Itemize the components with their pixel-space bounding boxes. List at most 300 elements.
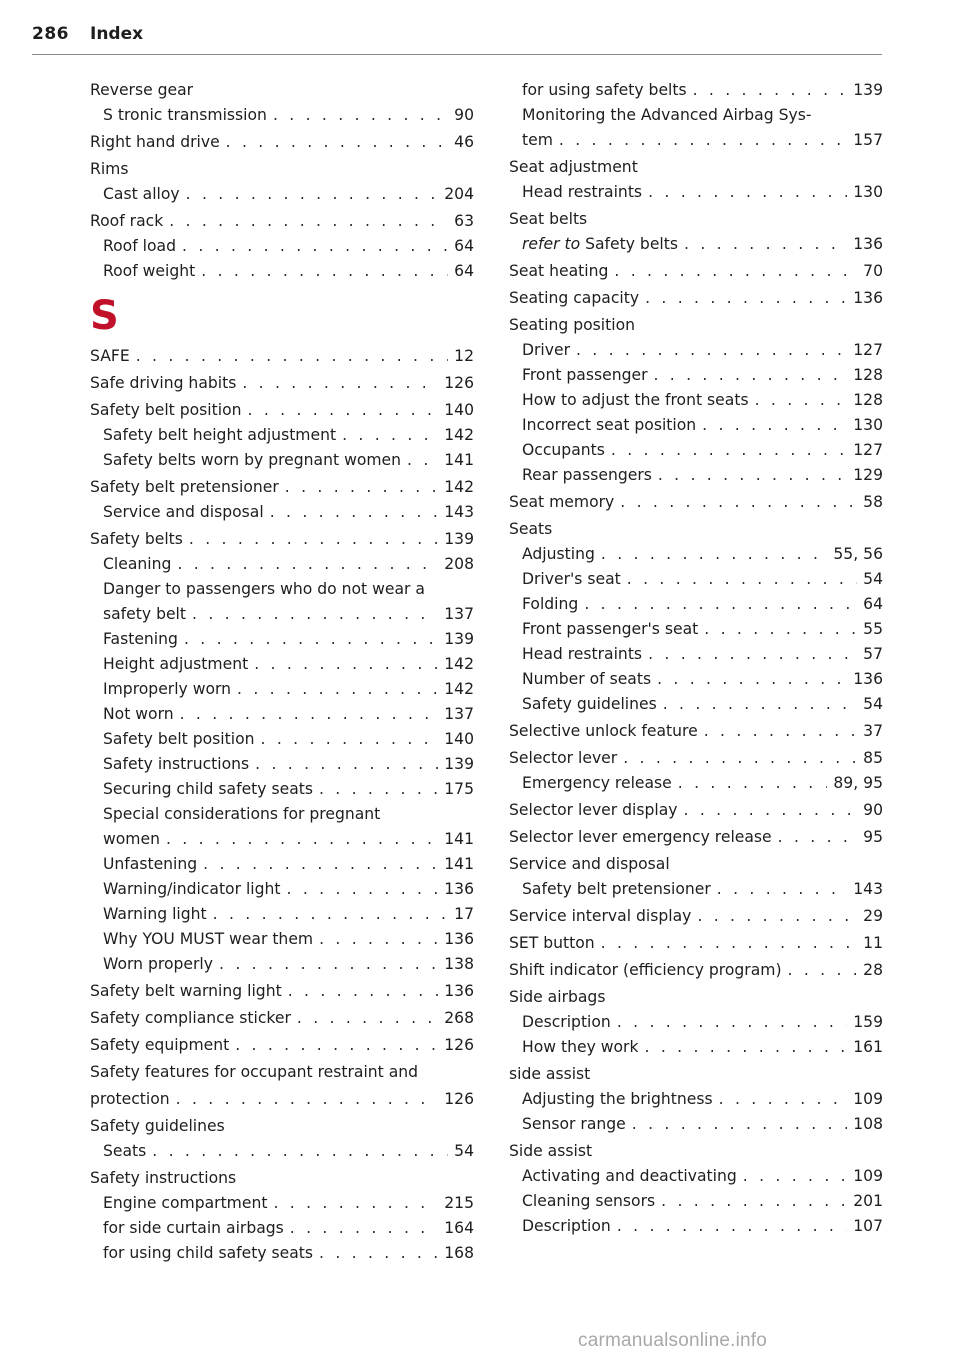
index-entry-label: Head restraints: [522, 645, 643, 663]
index-entry-label: Safety belt warning light: [90, 982, 282, 1000]
index-entry-label: Driver: [522, 341, 570, 359]
page-header: [32, 24, 882, 55]
dot-leader: [648, 180, 847, 205]
index-entry-page: 109: [853, 1167, 883, 1185]
index-entry-label: Seating capacity: [509, 289, 640, 307]
index-entry-label: for using safety belts: [522, 81, 687, 99]
dot-leader: [285, 475, 438, 500]
dot-leader: [319, 1241, 438, 1266]
index-entry-label: Activating and deactivating: [522, 1167, 737, 1185]
index-entry: [509, 338, 883, 363]
index-entry: [509, 207, 883, 232]
index-entry-label: Safety instructions: [103, 755, 250, 773]
index-group-right: [509, 78, 883, 1239]
dot-leader: [788, 958, 858, 983]
dot-leader: [601, 542, 828, 567]
dot-leader: [584, 592, 857, 617]
index-entry-label: Front passenger's seat: [522, 620, 699, 638]
index-entry-label: Emergency release: [522, 774, 672, 792]
index-entry: [509, 363, 883, 388]
index-entry: [509, 1062, 883, 1087]
index-entry-page: 140: [444, 730, 474, 748]
index-entry: [90, 979, 474, 1004]
index-entry-label: Service and disposal: [509, 855, 670, 873]
index-entry-label: Selector lever: [509, 749, 618, 767]
index-entry-label: Cast alloy: [103, 185, 180, 203]
dot-leader: [152, 1139, 448, 1164]
index-entry-page: 139: [853, 81, 883, 99]
index-entry-page: 159: [853, 1013, 883, 1031]
index-entry: [90, 78, 474, 103]
index-entry: [90, 1216, 474, 1241]
index-entry-label: Securing child safety seats: [103, 780, 313, 798]
index-entry-label: Service interval display: [509, 907, 692, 925]
watermark: carmanualsonline.info: [578, 1330, 768, 1351]
index-entry-label: Shift indicator (efficiency program): [509, 961, 782, 979]
index-entry-label: Safety guidelines: [90, 1117, 225, 1135]
index-entry: [509, 103, 883, 128]
dot-leader: [611, 438, 847, 463]
index-entry: [90, 627, 474, 652]
dot-leader: [684, 232, 847, 257]
index-entry-page: 89, 95: [833, 774, 883, 792]
index-entry-page: 136: [853, 235, 883, 253]
dot-leader: [213, 902, 449, 927]
index-entry: [509, 746, 883, 771]
index-entry-label: Safety equipment: [90, 1036, 230, 1054]
index-entry: [90, 157, 474, 182]
index-entry-label: Roof weight: [103, 262, 196, 280]
index-entry-label: Service and disposal: [103, 503, 264, 521]
dot-leader: [297, 1006, 438, 1031]
index-entry: [509, 1164, 883, 1189]
index-entry-label: for using child safety seats: [103, 1244, 314, 1262]
index-entry-label: Rims: [90, 160, 129, 178]
index-entry: [509, 517, 883, 542]
index-entry: [509, 542, 883, 567]
index-entry-page: 54: [863, 570, 883, 588]
index-entry: [90, 927, 474, 952]
dot-leader: [663, 692, 857, 717]
dot-leader: [623, 746, 857, 771]
index-entry-label: Seat heating: [509, 262, 609, 280]
index-entry-page: 139: [444, 755, 474, 773]
index-entry-page: 201: [853, 1192, 883, 1210]
dot-leader: [186, 182, 439, 207]
index-entry: [509, 931, 883, 956]
index-entry: [509, 567, 883, 592]
index-entry-label: Monitoring the Advanced Airbag Sys-: [522, 106, 812, 124]
index-entry: [509, 232, 883, 257]
index-entry: [509, 313, 883, 338]
dot-leader: [192, 602, 438, 627]
index-entry-label: Engine compartment: [103, 1194, 268, 1212]
dot-leader: [697, 904, 857, 929]
index-entry-label: [522, 232, 678, 257]
index-entry-page: 64: [454, 262, 474, 280]
dot-leader: [620, 490, 857, 515]
index-entry-page: 139: [444, 530, 474, 548]
index-entry: [509, 877, 883, 902]
index-entry-page: 54: [863, 695, 883, 713]
index-entry-label: SAFE: [90, 347, 130, 365]
dot-leader: [627, 567, 857, 592]
index-entry-label: Safe driving habits: [90, 374, 237, 392]
index-entry-page: 95: [863, 828, 883, 846]
index-entry-page: 58: [863, 493, 883, 511]
index-entry-page: 37: [863, 722, 883, 740]
dot-leader: [743, 1164, 847, 1189]
index-entry-label: Seats: [509, 520, 553, 538]
index-entry: [509, 180, 883, 205]
index-entry: [90, 602, 474, 627]
index-entry-page: 140: [444, 401, 474, 419]
index-entry: [509, 798, 883, 823]
index-entry-page: 54: [454, 1142, 474, 1160]
page-number: 286: [32, 24, 69, 44]
index-entry-page: 107: [853, 1217, 883, 1235]
index-entry-page: 204: [444, 185, 474, 203]
index-entry: [90, 1139, 474, 1164]
index-entry-label: Safety guidelines: [522, 695, 657, 713]
index-entry-page: 126: [444, 374, 474, 392]
index-entry-label: Safety features for occupant restraint and: [90, 1063, 419, 1081]
dot-leader: [617, 1010, 847, 1035]
index-entry: [90, 371, 474, 396]
dot-leader: [407, 448, 438, 473]
index-entry-label: Cleaning: [103, 555, 172, 573]
index-entry-label: Sensor range: [522, 1115, 626, 1133]
index-entry-page: 29: [863, 907, 883, 925]
index-entry-label: Rear passengers: [522, 466, 652, 484]
index-entry-label: Selective unlock feature: [509, 722, 698, 740]
index-entry: [90, 259, 474, 284]
dot-leader: [203, 852, 438, 877]
index-entry-page: 64: [863, 595, 883, 613]
index-entry-label: Danger to passengers who do not wear a: [103, 580, 425, 598]
index-entry-page: 139: [444, 630, 474, 648]
dot-leader: [755, 388, 848, 413]
index-entry: [90, 1060, 474, 1085]
index-entry-label: Safety belt pretensioner: [522, 880, 711, 898]
index-entry-label: Warning light: [103, 905, 207, 923]
index-entry: [509, 852, 883, 877]
index-entry: [509, 985, 883, 1010]
dot-leader: [559, 128, 847, 153]
index-entry-label: Side assist: [509, 1142, 593, 1160]
index-column-right: [509, 78, 883, 1239]
index-entry-page: 142: [444, 655, 474, 673]
index-entry: [90, 130, 474, 155]
index-entry-page: 136: [853, 670, 883, 688]
index-entry-page: 136: [444, 982, 474, 1000]
dot-leader: [288, 979, 439, 1004]
index-entry-page: 11: [863, 934, 883, 952]
index-entry: [509, 286, 883, 311]
index-entry-page: 64: [454, 237, 474, 255]
dot-leader: [632, 1112, 847, 1137]
dot-leader: [342, 423, 438, 448]
index-entry-label: Worn properly: [103, 955, 213, 973]
index-entry: [509, 642, 883, 667]
index-entry-label: Fastening: [103, 630, 178, 648]
cross-reference-prefix: refer to: [522, 235, 581, 253]
index-entry-label: for side curtain airbags: [103, 1219, 284, 1237]
index-entry-label: Safety belt pretensioner: [90, 478, 279, 496]
index-entry-label: Not worn: [103, 705, 174, 723]
index-entry: [509, 155, 883, 180]
index-entry: [509, 719, 883, 744]
dot-leader: [287, 877, 439, 902]
index-entry: [509, 958, 883, 983]
index-group-post: [90, 344, 474, 1266]
index-entry-label: Selector lever emergency release: [509, 828, 772, 846]
index-group-pre: [90, 78, 474, 284]
index-entry-label: Warning/indicator light: [103, 880, 281, 898]
index-entry: [90, 423, 474, 448]
index-entry-label: Safety compliance sticker: [90, 1009, 291, 1027]
index-entry-page: 268: [444, 1009, 474, 1027]
page-title: Index: [90, 24, 144, 44]
cross-reference-target: Safety belts: [585, 235, 678, 253]
dot-leader: [704, 617, 857, 642]
dot-leader: [270, 500, 439, 525]
index-entry-page: 63: [454, 212, 474, 230]
dot-leader: [645, 286, 847, 311]
index-entry-label: Roof rack: [90, 212, 164, 230]
index-entry: [90, 182, 474, 207]
index-entry-label: Description: [522, 1217, 611, 1235]
dot-leader: [601, 931, 857, 956]
index-entry: [90, 1006, 474, 1031]
index-entry-page: 136: [444, 880, 474, 898]
dot-leader: [201, 259, 448, 284]
dot-leader: [678, 771, 828, 796]
index-entry-page: 168: [444, 1244, 474, 1262]
index-entry: [90, 475, 474, 500]
index-entry: [90, 677, 474, 702]
index-entry-page: 127: [853, 441, 883, 459]
index-entry-page: 143: [444, 503, 474, 521]
dot-leader: [684, 798, 858, 823]
index-entry: [90, 752, 474, 777]
index-entry-label: Adjusting the brightness: [522, 1090, 713, 1108]
index-entry-page: 141: [444, 830, 474, 848]
index-entry-label: tem: [522, 131, 553, 149]
index-entry: [509, 592, 883, 617]
index-entry: [509, 463, 883, 488]
index-entry-page: 143: [853, 880, 883, 898]
dot-leader: [242, 371, 438, 396]
index-entry-label: Reverse gear: [90, 81, 194, 99]
index-entry-label: Folding: [522, 595, 579, 613]
dot-leader: [290, 1216, 438, 1241]
index-entry-page: 126: [444, 1036, 474, 1054]
dot-leader: [778, 825, 858, 850]
index-entry-label: Safety instructions: [90, 1169, 237, 1187]
index-entry-label: Head restraints: [522, 183, 643, 201]
index-entry: [90, 1087, 474, 1112]
index-entry-label: Safety belts worn by pregnant women: [103, 451, 402, 469]
dot-leader: [226, 130, 448, 155]
index-entry-page: 164: [444, 1219, 474, 1237]
index-entry-page: 70: [863, 262, 883, 280]
dot-leader: [657, 667, 847, 692]
index-entry-label: Adjusting: [522, 545, 595, 563]
index-entry-label: SET button: [509, 934, 595, 952]
dot-leader: [248, 398, 439, 423]
index-entry: [509, 1087, 883, 1112]
index-entry: [90, 902, 474, 927]
index-entry: [509, 1112, 883, 1137]
index-entry-label: Seating position: [509, 316, 635, 334]
dot-leader: [319, 927, 438, 952]
index-entry: [509, 667, 883, 692]
index-entry-label: S tronic transmission: [103, 106, 267, 124]
dot-leader: [717, 877, 847, 902]
index-entry-label: Special considerations for pregnant: [103, 805, 381, 823]
index-entry-label: Height adjustment: [103, 655, 249, 673]
index-column-left: [90, 78, 474, 1266]
index-entry-page: 55, 56: [833, 545, 883, 563]
dot-leader: [235, 1033, 438, 1058]
index-entry-page: 12: [454, 347, 474, 365]
index-entry-page: 85: [863, 749, 883, 767]
index-entry-label: Selector lever display: [509, 801, 678, 819]
index-entry: [90, 1166, 474, 1191]
index-entry: [509, 904, 883, 929]
index-entry-label: Seat memory: [509, 493, 615, 511]
index-entry-label: Safety belt height adjustment: [103, 426, 337, 444]
index-entry: [90, 398, 474, 423]
index-entry-page: 126: [444, 1090, 474, 1108]
index-entry: [90, 652, 474, 677]
index-entry: [509, 771, 883, 796]
index-entry: [90, 209, 474, 234]
index-entry-page: 57: [863, 645, 883, 663]
dot-leader: [136, 344, 448, 369]
dot-leader: [261, 727, 439, 752]
index-entry-label: How to adjust the front seats: [522, 391, 749, 409]
dot-leader: [319, 777, 438, 802]
index-entry-page: 128: [853, 366, 883, 384]
index-entry: [509, 1214, 883, 1239]
index-entry-label: Seats: [103, 1142, 147, 1160]
dot-leader: [176, 1087, 439, 1112]
index-entry-page: 142: [444, 680, 474, 698]
index-entry-page: 129: [853, 466, 883, 484]
dot-leader: [219, 952, 438, 977]
dot-leader: [617, 1214, 847, 1239]
index-entry-label: Occupants: [522, 441, 605, 459]
index-entry: [90, 952, 474, 977]
index-entry-page: 90: [454, 106, 474, 124]
index-entry: [90, 852, 474, 877]
index-entry: [509, 490, 883, 515]
index-entry: [90, 727, 474, 752]
index-entry-page: 175: [444, 780, 474, 798]
dot-leader: [702, 413, 847, 438]
index-entry: [509, 413, 883, 438]
index-entry-page: 208: [444, 555, 474, 573]
index-entry-page: 109: [853, 1090, 883, 1108]
index-entry: [90, 1114, 474, 1139]
index-entry-label: protection: [90, 1090, 170, 1108]
index-entry-page: 141: [444, 855, 474, 873]
index-entry-label: Seat belts: [509, 210, 588, 228]
index-entry-page: 90: [863, 801, 883, 819]
dot-leader: [273, 1191, 438, 1216]
index-entry-label: How they work: [522, 1038, 639, 1056]
index-entry: [90, 500, 474, 525]
index-entry: [90, 234, 474, 259]
index-entry: [509, 692, 883, 717]
index-entry: [509, 259, 883, 284]
dot-leader: [693, 78, 848, 103]
index-entry-label: Safety belts: [90, 530, 183, 548]
index-entry-label: Safety belt position: [90, 401, 242, 419]
index-entry: [90, 702, 474, 727]
index-entry-page: 137: [444, 605, 474, 623]
index-entry-page: 46: [454, 133, 474, 151]
index-entry-label: Unfastening: [103, 855, 198, 873]
index-entry-label: Front passenger: [522, 366, 648, 384]
index-entry: [509, 617, 883, 642]
index-entry: [509, 388, 883, 413]
index-entry-page: 128: [853, 391, 883, 409]
index-entry-label: Seat adjustment: [509, 158, 638, 176]
index-entry: [509, 1189, 883, 1214]
dot-leader: [576, 338, 847, 363]
index-entry-page: 161: [853, 1038, 883, 1056]
index-entry-page: 142: [444, 478, 474, 496]
index-entry-label: Side airbags: [509, 988, 606, 1006]
index-entry: [509, 78, 883, 103]
index-entry: [509, 1010, 883, 1035]
dot-leader: [184, 627, 438, 652]
index-entry-page: 28: [863, 961, 883, 979]
index-entry: [509, 1139, 883, 1164]
index-entry: [90, 527, 474, 552]
dot-leader: [719, 1087, 848, 1112]
dot-leader: [704, 719, 857, 744]
index-entry-label: side assist: [509, 1065, 591, 1083]
dot-leader: [658, 463, 847, 488]
dot-leader: [254, 652, 438, 677]
index-entry-page: 55: [863, 620, 883, 638]
dot-leader: [653, 363, 847, 388]
dot-leader: [648, 642, 857, 667]
index-entry: [90, 448, 474, 473]
index-entry-label: Description: [522, 1013, 611, 1031]
index-entry-label: Driver's seat: [522, 570, 621, 588]
index-entry-label: Safety belt position: [103, 730, 255, 748]
index-entry-label: Right hand drive: [90, 133, 220, 151]
index-entry: [509, 128, 883, 153]
index-entry-page: 17: [454, 905, 474, 923]
index-entry: [90, 103, 474, 128]
index-entry-label: Improperly worn: [103, 680, 232, 698]
index-entry: [90, 577, 474, 602]
index-entry: [90, 552, 474, 577]
dot-leader: [273, 103, 448, 128]
index-entry-label: safety belt: [103, 605, 187, 623]
index-entry: [90, 802, 474, 827]
index-entry: [90, 1241, 474, 1266]
index-entry-label: women: [103, 830, 160, 848]
index-entry-page: 130: [853, 416, 883, 434]
dot-leader: [645, 1035, 848, 1060]
